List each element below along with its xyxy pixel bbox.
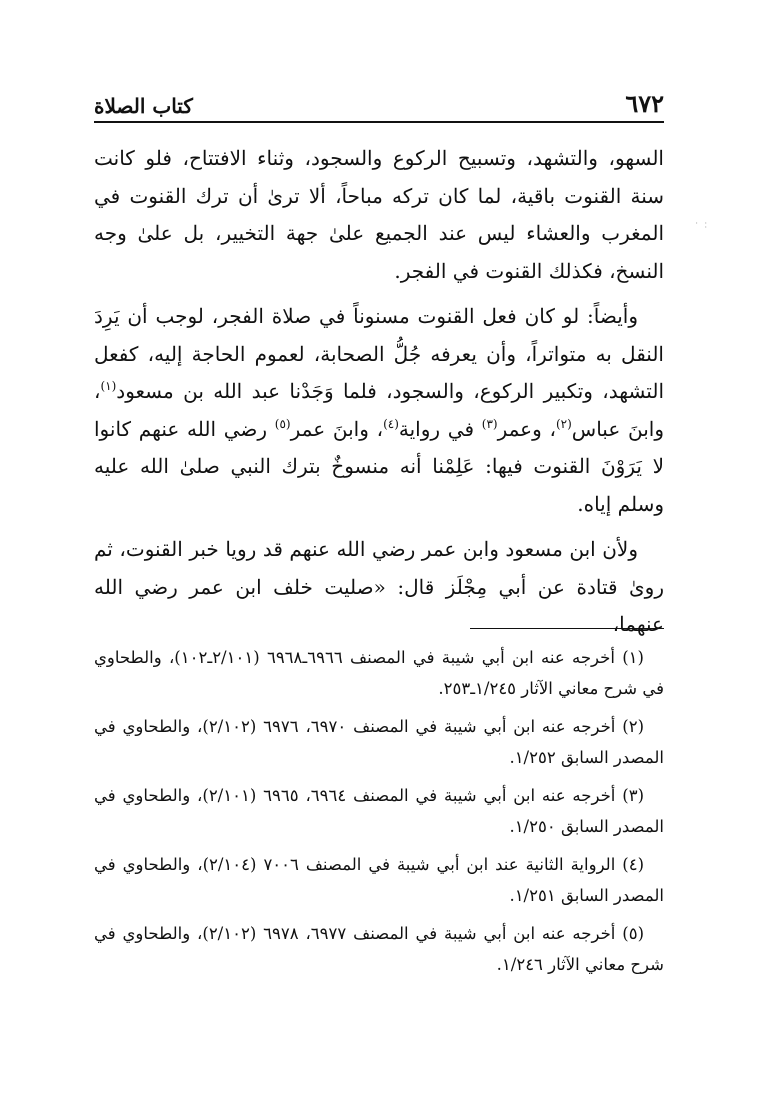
footnote-separator xyxy=(470,628,664,629)
footnote-3-text: (٣) أخرجه عنه ابن أبي شيبة في المصنف ٦٩٦٤، ٦٩٦٥ (٢/١٠١)، والطحاوي في المصدر السابق ١/٢٥٠. xyxy=(94,786,664,836)
paragraph-2-text: رضي الله عنهم كانوا لا يَرَوْنَ القنوت فيها: عَلِمْنا أنه منسوخٌ بترك النبي صلىٰ الله عليه وسلم إياه. xyxy=(94,416,664,516)
footnote-ref-1[interactable]: (١) xyxy=(100,379,117,393)
footnote-1-text: (١) أخرجه عنه ابن أبي شيبة في المصنف ٦٩٦٦ـ٦٩٦٨ (٢/١٠١ـ١٠٢)، والطحاوي في شرح معاني الآثار ١/٢٤٥ـ٢٥٣. xyxy=(94,648,664,698)
paragraph-1-text: السهو، والتشهد، وتسبيح الركوع والسجود، وثناء الافتتاح، فلو كانت سنة القنوت باقية، لما كان تركه مباحاً، ألا ترىٰ أن ترك القنوت في المغرب والعشاء ليس عند الجميع علىٰ جهة التخيير، بل علىٰ وجه النسخ، فكذلك القنوت في الفجر. xyxy=(94,146,664,283)
footnote-2-text: (٢) أخرجه عنه ابن أبي شيبة في المصنف ٦٩٧٠، ٦٩٧٦ (٢/١٠٢)، والطحاوي في المصدر السابق ١/٢٥٢. xyxy=(94,717,664,767)
footnotes xyxy=(94,642,664,987)
footnote-ref-2[interactable]: (٢) xyxy=(555,416,572,431)
running-title: كتاب الصلاة xyxy=(94,94,193,118)
paragraph-2-text: وأيضاً: لو كان فعل القنوت مسنوناً في صلاة الفجر، لوجب أن يَرِدَ النقل به متواتراً، وأن يعرفه جُلُّ الصحابة، لعموم الحاجة إليه، كفعل التشهد، وتكبير الركوع، والسجود، فلما وَجَدْنا عبد الله بن مسعود xyxy=(94,304,664,403)
paragraph-2-text: في رواية xyxy=(398,416,482,441)
footnote-ref-5[interactable]: (٥) xyxy=(274,416,291,431)
header-rule xyxy=(94,121,664,123)
page-number: ٦٧٢ xyxy=(625,89,664,118)
paragraph-2-text: ، وعمر xyxy=(497,416,556,441)
footnote-2 xyxy=(94,711,664,773)
paragraph-2 xyxy=(94,298,664,523)
scan-speck: · · · xyxy=(695,219,709,232)
footnote-ref-3[interactable]: (٣) xyxy=(481,416,498,431)
footnote-4-text: (٤) الرواية الثانية عند ابن أبي شيبة في المصنف ٧٠٠٦ (٢/١٠٤)، والطحاوي في المصدر السابق ١/٢٥١. xyxy=(94,855,664,905)
paragraph-3-text: ولأن ابن مسعود وابن عمر رضي الله عنهم قد رويا خبر القنوت، ثم روىٰ قتادة عن أبي مِجْلَز قال: «صليت خلف ابن عمر رضي الله عنهما، xyxy=(94,537,665,636)
footnote-ref-4[interactable]: (٤) xyxy=(383,416,399,431)
paragraph-3 xyxy=(94,531,664,644)
footnote-1 xyxy=(94,642,664,704)
page-header xyxy=(94,82,664,118)
footnote-5-text: (٥) أخرجه عنه ابن أبي شيبة في المصنف ٦٩٧٧، ٦٩٧٨ (٢/١٠٢)، والطحاوي في شرح معاني الآثار ١/٢٤٦. xyxy=(94,924,664,974)
footnote-4 xyxy=(94,849,664,911)
main-text xyxy=(94,140,664,652)
footnote-3 xyxy=(94,780,664,842)
paragraph-2-text: ، وابنَ عباس xyxy=(94,379,664,441)
footnote-5 xyxy=(94,918,664,980)
paragraph-1 xyxy=(94,140,664,290)
paragraph-2-text: ، وابنَ عمر xyxy=(290,416,384,441)
